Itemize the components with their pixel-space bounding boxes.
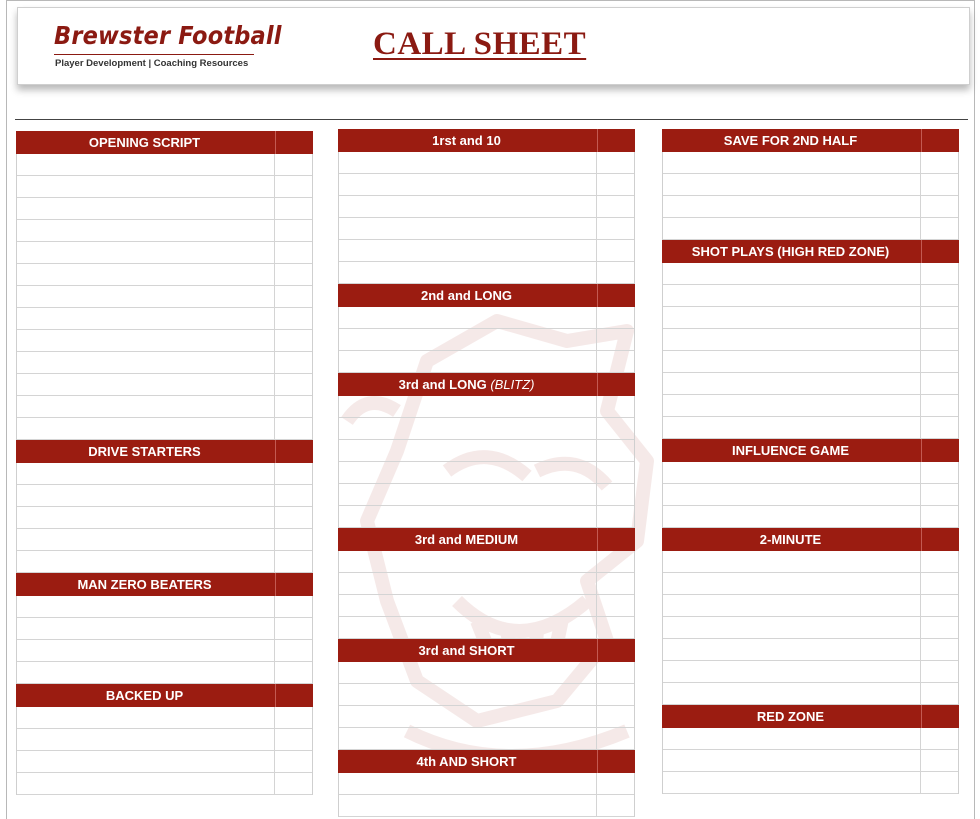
play-entry-row[interactable] xyxy=(663,351,958,373)
play-entry-row[interactable] xyxy=(17,286,312,308)
play-entry-row[interactable] xyxy=(17,418,312,440)
play-rows xyxy=(338,773,635,817)
play-entry-row[interactable] xyxy=(17,154,312,176)
play-entry-row[interactable] xyxy=(17,640,312,662)
play-entry-row[interactable] xyxy=(17,396,312,418)
play-entry-row[interactable] xyxy=(339,573,634,595)
play-entry-row[interactable] xyxy=(663,639,958,661)
play-entry-row[interactable] xyxy=(339,240,634,262)
play-entry-row[interactable] xyxy=(17,529,312,551)
play-entry-row[interactable] xyxy=(339,617,634,639)
play-entry-row[interactable] xyxy=(339,196,634,218)
divider xyxy=(15,119,968,120)
play-entry-row[interactable] xyxy=(663,750,958,772)
play-entry-row[interactable] xyxy=(17,707,312,729)
play-entry-row[interactable] xyxy=(663,462,958,484)
brand-subtitle: Player Development | Coaching Resources xyxy=(55,58,249,69)
section-title xyxy=(724,133,897,148)
play-entry-row[interactable] xyxy=(17,596,312,618)
play-rows xyxy=(338,152,635,284)
section-title xyxy=(692,244,929,259)
play-rows xyxy=(662,551,959,705)
play-entry-row[interactable] xyxy=(663,174,958,196)
play-entry-row[interactable] xyxy=(17,485,312,507)
play-entry-row[interactable] xyxy=(339,506,634,528)
play-entry-row[interactable] xyxy=(663,728,958,750)
page-title: CALL SHEET xyxy=(373,26,587,62)
section-title xyxy=(77,577,251,592)
column-middle xyxy=(338,129,635,817)
play-entry-row[interactable] xyxy=(663,218,958,240)
section-title xyxy=(417,754,557,769)
play-entry-row[interactable] xyxy=(17,198,312,220)
play-entry-row[interactable] xyxy=(339,418,634,440)
column-left xyxy=(16,131,313,795)
play-entry-row[interactable] xyxy=(17,220,312,242)
play-entry-row[interactable] xyxy=(339,728,634,750)
play-entry-row[interactable] xyxy=(17,264,312,286)
section-title-text: 2nd and LONG xyxy=(421,288,512,303)
section-title-text: 3rd and LONG xyxy=(398,377,487,392)
section-header xyxy=(662,705,959,728)
call-sheet-page xyxy=(6,0,975,819)
play-entry-row[interactable] xyxy=(17,330,312,352)
section-title-text: 4th AND SHORT xyxy=(416,754,517,769)
header-banner xyxy=(17,7,970,85)
play-entry-row[interactable] xyxy=(17,751,312,773)
section-title xyxy=(421,288,552,303)
section-header xyxy=(338,373,635,396)
section-title xyxy=(106,688,223,703)
play-entry-row[interactable] xyxy=(339,795,634,817)
section-title xyxy=(418,643,554,658)
play-entry-row[interactable] xyxy=(663,617,958,639)
play-entry-row[interactable] xyxy=(339,174,634,196)
play-entry-row[interactable] xyxy=(17,176,312,198)
play-entry-row[interactable] xyxy=(339,262,634,284)
play-entry-row[interactable] xyxy=(339,351,634,373)
play-entry-row[interactable] xyxy=(663,263,958,285)
section-header xyxy=(338,639,635,662)
play-entry-row[interactable] xyxy=(663,484,958,506)
play-entry-row[interactable] xyxy=(663,329,958,351)
play-entry-row[interactable] xyxy=(339,773,634,795)
play-entry-row[interactable] xyxy=(17,242,312,264)
brand-underline xyxy=(54,54,254,55)
section-title-text: 3rd and MEDIUM xyxy=(414,532,519,547)
section-title-text: INFLUENCE GAME xyxy=(732,443,849,458)
section-header xyxy=(16,573,313,596)
play-entry-row[interactable] xyxy=(339,595,634,617)
play-entry-row[interactable] xyxy=(17,662,312,684)
play-entry-row[interactable] xyxy=(339,551,634,573)
play-entry-row[interactable] xyxy=(339,440,634,462)
play-entry-row[interactable] xyxy=(663,772,958,794)
section-title-text: MAN ZERO BEATERS xyxy=(77,577,212,592)
play-entry-row[interactable] xyxy=(663,395,958,417)
play-rows xyxy=(338,551,635,639)
section-title xyxy=(399,377,575,392)
section-title-text: OPENING SCRIPT xyxy=(88,135,201,150)
play-entry-row[interactable] xyxy=(17,551,312,573)
play-entry-row[interactable] xyxy=(663,307,958,329)
play-entry-row[interactable] xyxy=(663,595,958,617)
play-entry-row[interactable] xyxy=(339,462,634,484)
play-entry-row[interactable] xyxy=(663,152,958,174)
play-entry-row[interactable] xyxy=(663,285,958,307)
section-title xyxy=(432,133,541,148)
column-right xyxy=(662,129,959,794)
section-title xyxy=(415,532,558,547)
play-entry-row[interactable] xyxy=(339,218,634,240)
section-title-text: SAVE FOR 2ND HALF xyxy=(723,133,858,148)
play-entry-row[interactable] xyxy=(663,551,958,573)
section-title-text: SHOT PLAYS (HIGH RED ZONE) xyxy=(691,244,890,259)
section-title xyxy=(89,135,240,150)
play-entry-row[interactable] xyxy=(339,484,634,506)
play-entry-row[interactable] xyxy=(17,308,312,330)
play-rows xyxy=(338,396,635,528)
section-title-text: 2-MINUTE xyxy=(759,532,822,547)
section-title xyxy=(757,709,864,724)
section-title xyxy=(88,444,240,459)
play-entry-row[interactable] xyxy=(17,773,312,795)
play-entry-row[interactable] xyxy=(339,307,634,329)
section-title-text: BACKED UP xyxy=(105,688,184,703)
play-entry-row[interactable] xyxy=(663,373,958,395)
section-header xyxy=(338,528,635,551)
play-entry-row[interactable] xyxy=(339,706,634,728)
play-rows xyxy=(662,462,959,528)
play-entry-row[interactable] xyxy=(17,507,312,529)
play-entry-row[interactable] xyxy=(339,329,634,351)
play-entry-row[interactable] xyxy=(17,618,312,640)
play-rows xyxy=(338,662,635,750)
section-title-text: DRIVE STARTERS xyxy=(88,444,201,459)
section-header xyxy=(16,131,313,154)
section-title xyxy=(760,532,861,547)
play-rows xyxy=(16,154,313,440)
play-entry-row[interactable] xyxy=(663,417,958,439)
section-header xyxy=(662,439,959,462)
play-entry-row[interactable] xyxy=(663,683,958,705)
section-header xyxy=(16,440,313,463)
play-rows xyxy=(338,307,635,373)
section-header xyxy=(338,284,635,307)
play-entry-row[interactable] xyxy=(339,152,634,174)
section-title-note: (BLITZ) xyxy=(490,377,535,392)
play-entry-row[interactable] xyxy=(339,684,634,706)
play-rows xyxy=(16,596,313,684)
section-header xyxy=(662,240,959,263)
play-rows xyxy=(662,728,959,794)
play-entry-row[interactable] xyxy=(17,729,312,751)
section-header xyxy=(662,129,959,152)
section-header xyxy=(338,750,635,773)
section-header xyxy=(662,528,959,551)
play-entry-row[interactable] xyxy=(17,374,312,396)
section-header xyxy=(16,684,313,707)
play-rows xyxy=(16,463,313,573)
play-entry-row[interactable] xyxy=(17,352,312,374)
brand-logo-text: Brewster Football xyxy=(54,21,282,50)
play-entry-row[interactable] xyxy=(663,661,958,683)
section-title-text: 1rst and 10 xyxy=(432,133,501,148)
play-rows xyxy=(662,152,959,240)
play-rows xyxy=(16,707,313,795)
play-entry-row[interactable] xyxy=(339,396,634,418)
play-entry-row[interactable] xyxy=(17,463,312,485)
play-entry-row[interactable] xyxy=(663,573,958,595)
section-title-text: RED ZONE xyxy=(756,709,825,724)
play-entry-row[interactable] xyxy=(339,662,634,684)
play-entry-row[interactable] xyxy=(663,196,958,218)
section-header xyxy=(338,129,635,152)
play-entry-row[interactable] xyxy=(663,506,958,528)
section-title xyxy=(732,443,889,458)
section-title-text: 3rd and SHORT xyxy=(418,643,515,658)
play-rows xyxy=(662,263,959,439)
